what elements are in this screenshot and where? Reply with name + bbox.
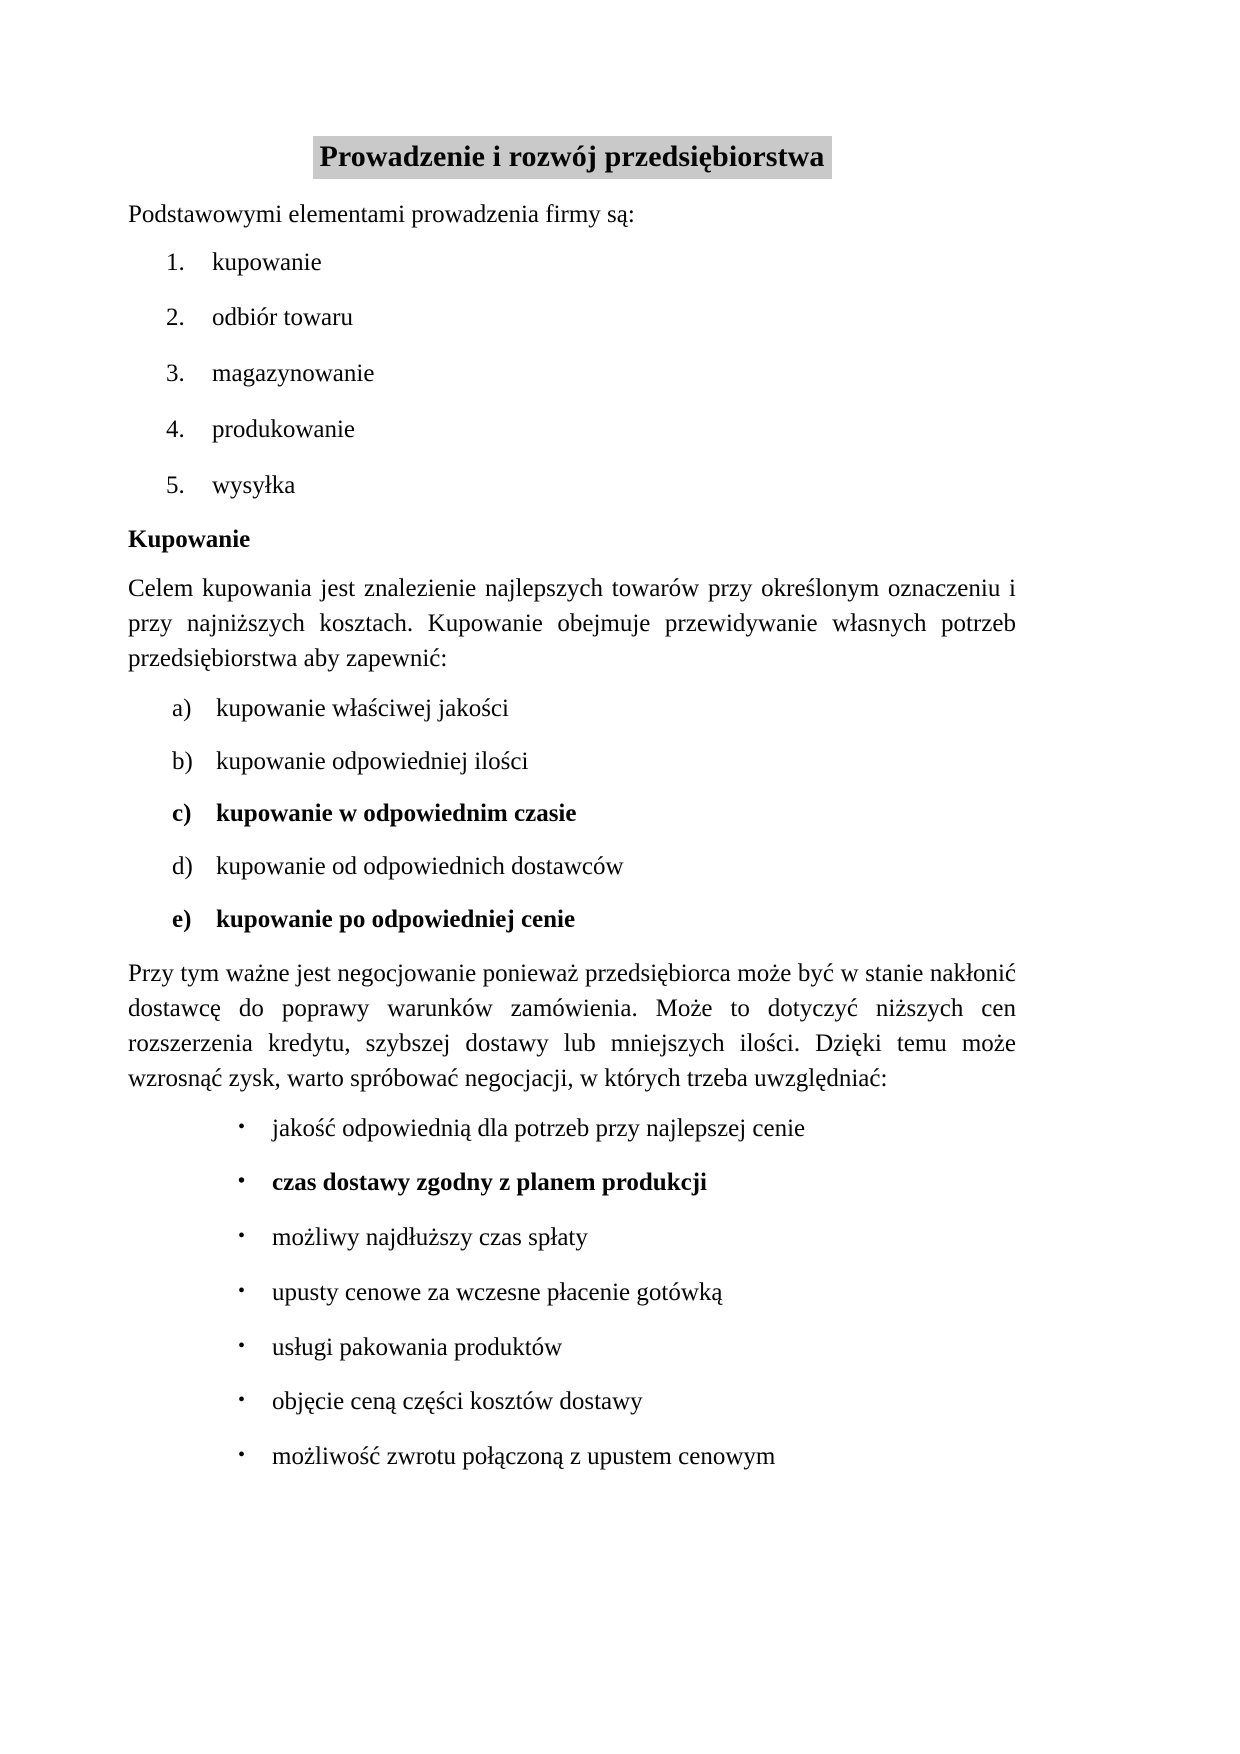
document-content <box>128 136 1016 1495</box>
list-item-label: upusty cenowe za wczesne płacenie gotówką <box>272 1278 723 1306</box>
list-marker: a) <box>172 694 192 722</box>
list-item <box>128 1221 1016 1255</box>
list-item-label: jakość odpowiednią dla potrzeb przy najlepszej cenie <box>272 1114 806 1142</box>
section-heading-kupowanie: Kupowanie <box>128 526 251 554</box>
list-item <box>128 850 1016 884</box>
bullet-icon: • <box>238 1389 246 1412</box>
list-item-label: wysyłka <box>212 471 296 499</box>
list-item-label: magazynowanie <box>212 360 375 387</box>
list-marker: 5. <box>166 471 185 499</box>
list-item-label: kupowanie <box>212 248 322 276</box>
list-marker: d) <box>172 853 193 880</box>
list-item-label: kupowanie właściwej jakości <box>216 694 509 722</box>
list-marker: b) <box>172 747 193 775</box>
bullet-icon: • <box>238 1444 246 1466</box>
list-item <box>128 1276 1016 1310</box>
list-item <box>128 692 1016 726</box>
bullet-icon: • <box>238 1279 246 1302</box>
list-item-label: kupowanie po odpowiedniej cenie <box>216 905 576 933</box>
list-marker: 2. <box>166 304 185 332</box>
list-item <box>128 413 1016 447</box>
list-marker: 1. <box>166 248 185 276</box>
numbered-list <box>128 246 1016 503</box>
intro-paragraph: Podstawowymi elementami prowadzenia firmy są: <box>128 200 635 228</box>
list-item-label: możliwy najdłuższy czas spłaty <box>272 1224 588 1251</box>
list-item-label: objęcie ceną części kosztów dostawy <box>272 1388 643 1416</box>
list-item-label: odbiór towaru <box>212 304 353 332</box>
list-item <box>128 1385 1016 1419</box>
list-item-label: czas dostawy zgodny z planem produkcji <box>272 1169 707 1197</box>
body-paragraph-2: Przy tym ważne jest negocjowanie ponieważ przedsiębiorca może być w stanie nakłonić dostawcę do poprawy warunków zamówienia. Może to dotyczyć niższych cen rozszerzenia kredytu, szybszej dostawy lub mniejszych ilości. Dzięki temu może wzrosnąć zysk, warto spróbować negocjacji, w których trzeba uwzględniać: <box>128 959 1016 1092</box>
list-item <box>128 903 1016 937</box>
title-row <box>128 136 1016 179</box>
list-marker: 3. <box>166 360 185 387</box>
list-marker: c) <box>172 800 192 828</box>
bullet-icon: • <box>238 1225 246 1247</box>
list-item <box>128 797 1016 831</box>
body-paragraph-1: Celem kupowania jest znalezienie najlepszych towarów przy określonym oznaczeniu i przy najniższych kosztach. Kupowanie obejmuje przewidywanie własnych potrzeb przedsiębiorstwa aby zapewnić: <box>128 574 1016 672</box>
list-item-label: produkowanie <box>212 415 356 443</box>
list-item <box>128 1440 1016 1474</box>
list-item-label: możliwość zwrotu połączoną z upustem cenowym <box>272 1443 776 1470</box>
list-item-label: usługi pakowania produktów <box>272 1333 563 1361</box>
list-item <box>128 357 1016 391</box>
list-item <box>128 246 1016 280</box>
bullet-icon: • <box>238 1115 246 1138</box>
lettered-list <box>128 692 1016 937</box>
list-marker: 4. <box>166 415 185 443</box>
list-item <box>128 1331 1016 1365</box>
list-item-label: kupowanie w odpowiednim czasie <box>216 800 577 828</box>
list-item-label: kupowanie odpowiedniej ilości <box>216 747 529 775</box>
list-item <box>128 1112 1016 1146</box>
list-item <box>128 1166 1016 1200</box>
list-marker: e) <box>172 905 192 933</box>
list-item <box>128 469 1016 503</box>
list-item <box>128 301 1016 335</box>
page-title: Prowadzenie i rozwój przedsiębiorstwa <box>313 136 832 179</box>
bullet-icon: • <box>238 1170 246 1193</box>
bullet-icon: • <box>238 1334 246 1357</box>
list-item <box>128 745 1016 779</box>
list-item-label: kupowanie od odpowiednich dostawców <box>216 853 624 880</box>
bulleted-list <box>128 1112 1016 1474</box>
